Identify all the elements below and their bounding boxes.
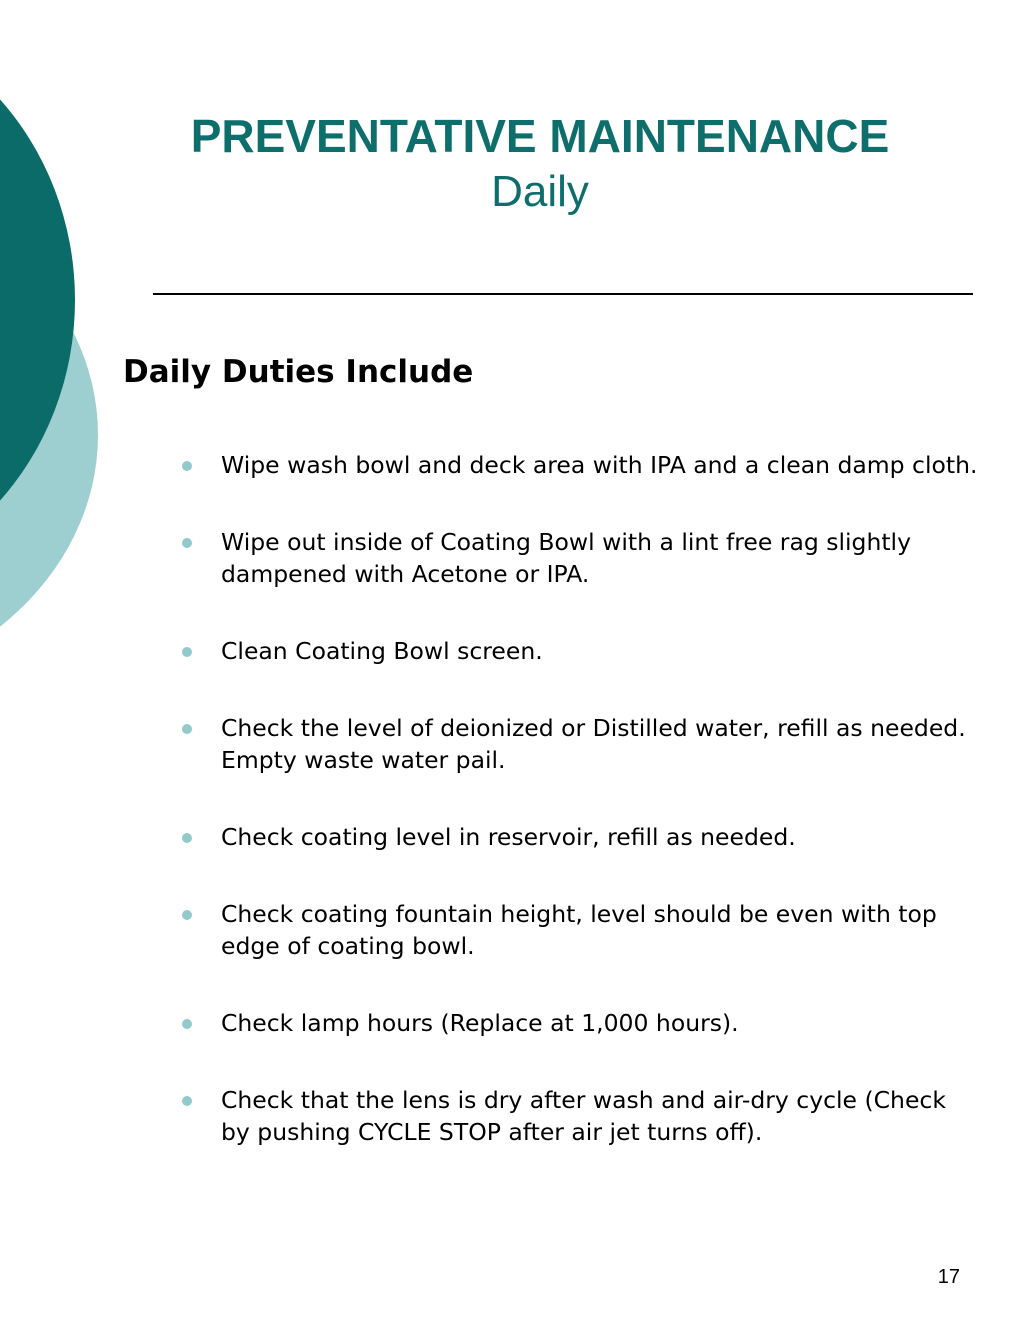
duty-text: Check the level of deionized or Distilled water, refill as needed. Empty waste water pail. xyxy=(221,714,981,774)
duty-text: Check coating fountain height, level should be even with top edge of coating bowl. xyxy=(221,900,945,960)
page-subtitle: Daily xyxy=(491,167,589,216)
title-block xyxy=(120,106,960,218)
bullet-icon xyxy=(182,647,192,657)
duty-text: Wipe wash bowl and deck area with IPA and a clean damp cloth. xyxy=(221,451,978,479)
bullet-icon xyxy=(182,833,192,843)
bullet-icon xyxy=(182,538,192,548)
bullet-icon xyxy=(182,910,192,920)
duty-text: Check coating level in reservoir, refill as needed. xyxy=(221,823,796,851)
bullet-icon xyxy=(182,724,192,734)
bullet-icon xyxy=(182,461,192,471)
duty-item xyxy=(182,712,982,776)
duty-text: Clean Coating Bowl screen. xyxy=(221,637,543,665)
bullet-icon xyxy=(182,1096,192,1106)
duty-item xyxy=(182,821,982,853)
bullet-icon xyxy=(182,1019,192,1029)
duty-item xyxy=(182,635,982,667)
duty-item xyxy=(182,1084,982,1148)
duty-item xyxy=(182,898,982,962)
section-heading: Daily Duties Include xyxy=(123,354,474,390)
title-divider xyxy=(153,293,973,295)
duty-item xyxy=(182,449,982,481)
duty-item xyxy=(182,526,982,590)
duties-list xyxy=(182,449,982,1193)
duty-text: Check that the lens is dry after wash and air-dry cycle (Check by pushing CYCLE STOP after air jet turns off). xyxy=(221,1086,954,1146)
duty-text: Check lamp hours (Replace at 1,000 hours). xyxy=(221,1009,739,1037)
page-title: PREVENTATIVE MAINTENANCE xyxy=(190,110,890,162)
decorative-circles xyxy=(0,0,110,700)
duty-text: Wipe out inside of Coating Bowl with a lint free rag slightly dampened with Acetone or IPA. xyxy=(221,528,919,588)
page-number: 17 xyxy=(937,1266,960,1288)
duty-item xyxy=(182,1007,982,1039)
